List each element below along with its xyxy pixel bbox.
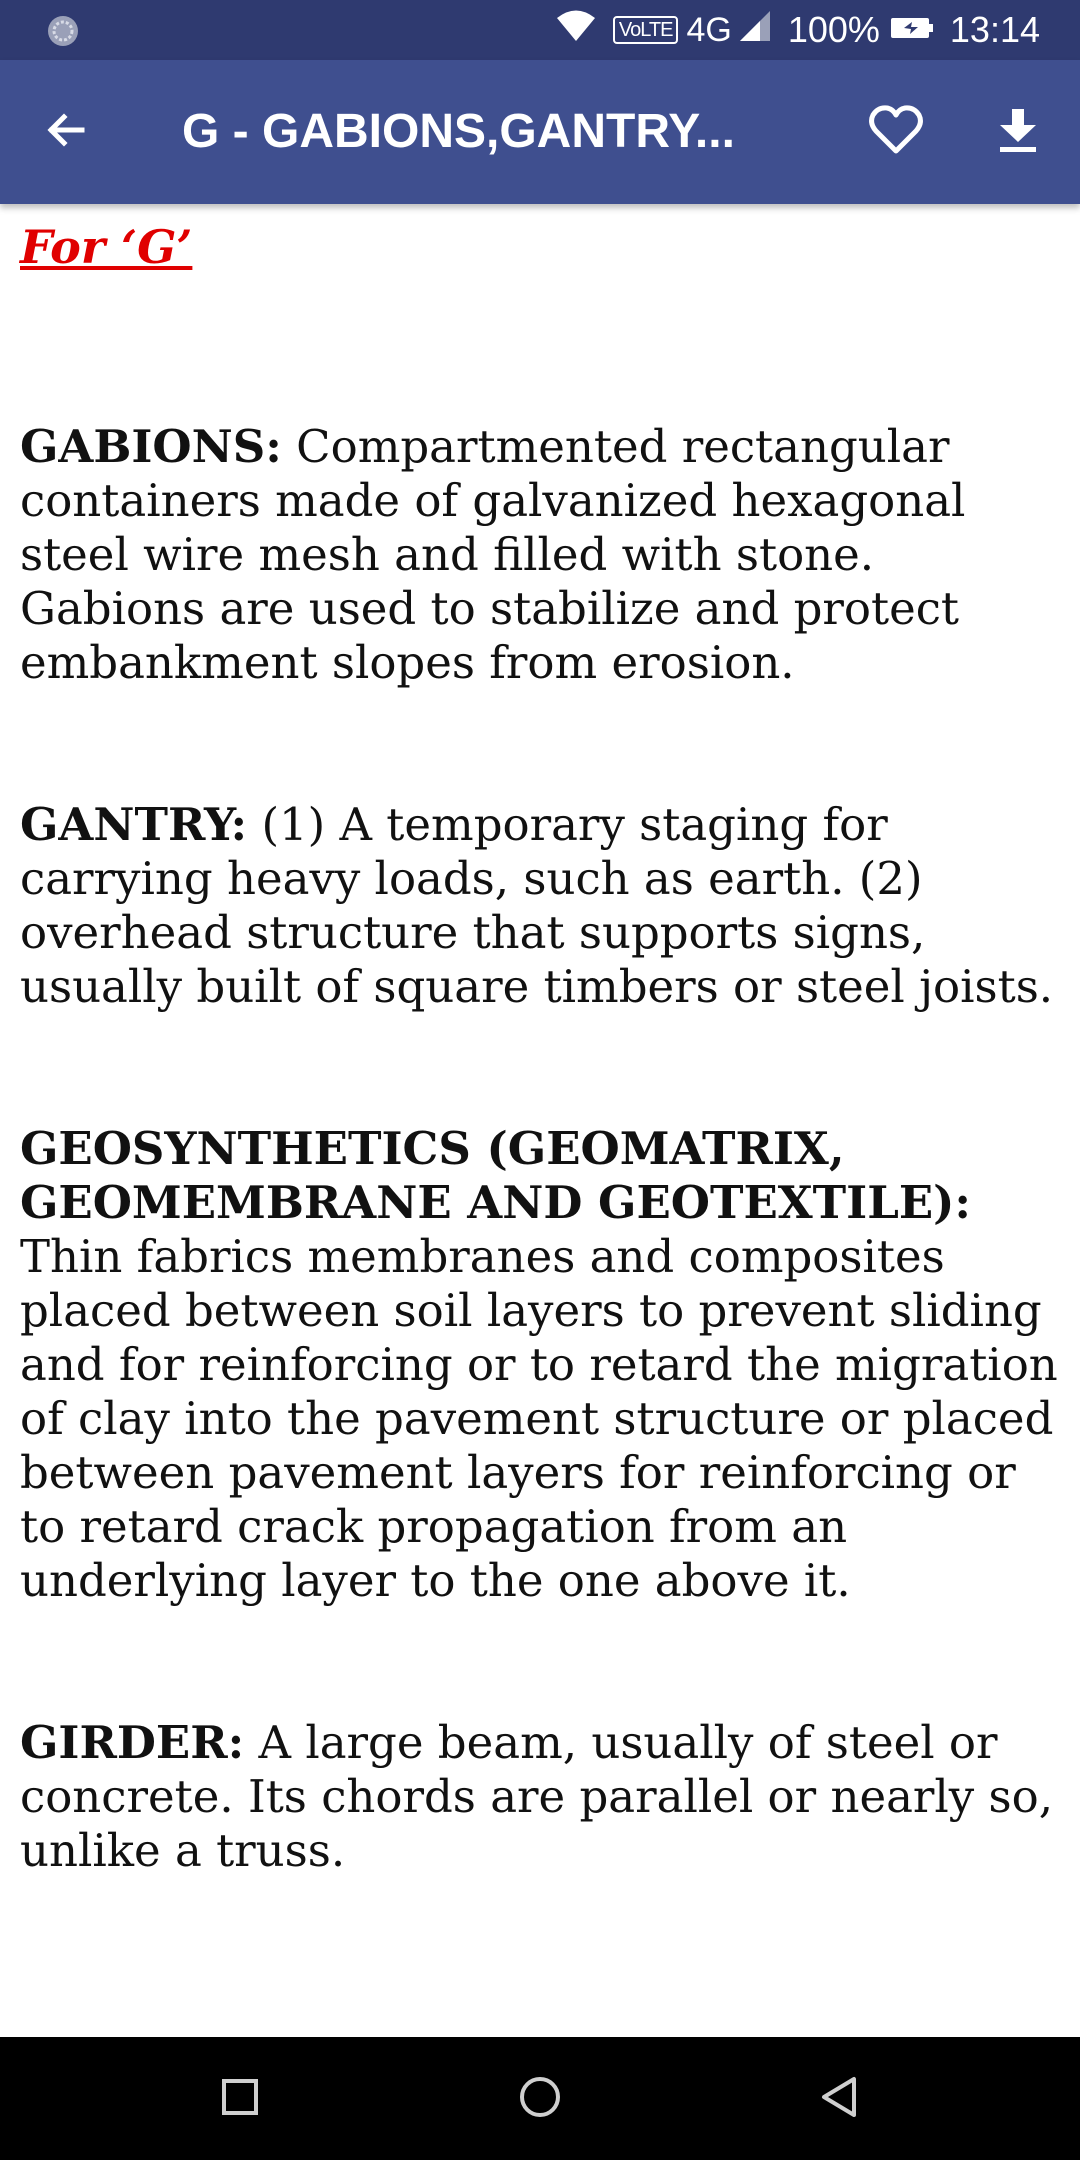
download-icon [996, 106, 1040, 158]
entry-geosynthetics [20, 1122, 1065, 1608]
network-type: 4G [686, 10, 732, 49]
system-back-button[interactable] [806, 2065, 874, 2133]
favorite-button[interactable] [860, 96, 932, 168]
entry-definition: Compartmented rectangular containers made of galvanized hexagonal steel wire mesh and filled with stone. Gabions are used to stabilize and protect embankment slopes from erosion. [20, 420, 966, 689]
app-bar [0, 60, 1080, 204]
signal-icon [738, 9, 772, 52]
volte-badge: VoLTE [613, 16, 679, 44]
back-button[interactable] [32, 98, 100, 166]
entry-term: GABIONS: [20, 420, 282, 473]
recents-square-icon [220, 2077, 260, 2121]
home-circle-icon [518, 2075, 562, 2123]
entry-gantry [20, 798, 1065, 1014]
entry-term: GEOSYNTHETICS (GEOMATRIX, GEOMEMBRANE AND GEOTEXTILE): [20, 1122, 972, 1229]
recents-button[interactable] [206, 2065, 274, 2133]
heart-icon [868, 104, 924, 160]
home-button[interactable] [506, 2065, 574, 2133]
section-heading: For ‘G’ [20, 220, 193, 274]
battery-icon [890, 9, 934, 51]
entry-definition: (1) A temporary staging for carrying heavy loads, such as earth. (2) overhead structure that supports signs, usually built of square timbers or steel joists. [20, 798, 1054, 1013]
status-indicators [555, 0, 1040, 60]
clock: 13:14 [949, 9, 1040, 50]
article-content [20, 208, 1065, 1878]
entry-gabions [20, 420, 1065, 690]
wifi-icon [555, 9, 597, 52]
entry-term: GANTRY: [20, 798, 248, 851]
entry-girder [20, 1716, 1065, 1878]
back-arrow-icon [42, 106, 90, 158]
entry-definition: A large beam, usually of steel or concrete. Its chords are parallel or nearly so, unlike a truss. [20, 1716, 1054, 1877]
page-title: G - GABIONS,GANTRY... [182, 105, 735, 158]
app-notification-icon [46, 14, 80, 48]
status-bar [0, 0, 1080, 60]
battery-percent: 100% [787, 9, 880, 50]
download-button[interactable] [982, 96, 1054, 168]
entry-definition: Thin fabrics membranes and composites placed between soil layers to prevent sliding and for reinforcing or to retard the migration of clay into the pavement structure or placed between pavement layers for reinforcing or to retard crack propagation from an underlying layer to the one above it. [20, 1230, 1058, 1607]
entry-term: GIRDER: [20, 1716, 245, 1769]
system-nav-bar [0, 2037, 1080, 2160]
back-triangle-icon [818, 2075, 862, 2123]
